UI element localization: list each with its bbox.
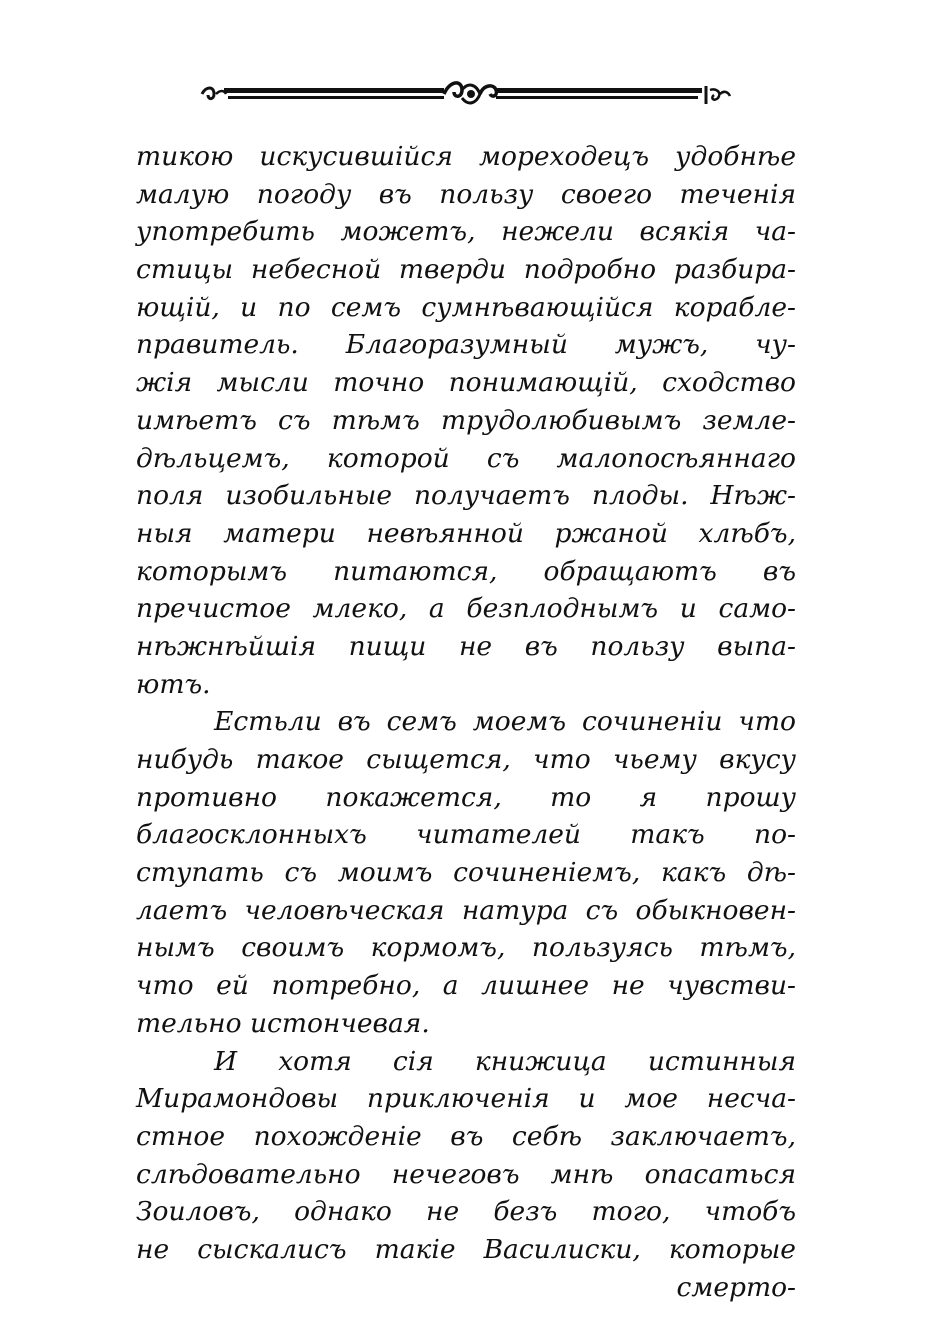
- text-line: тельно истончевая.: [136, 1007, 430, 1039]
- text-line: жія мысли точно понимающій, сходство: [136, 367, 796, 399]
- text-line: пречистое млеко, а безплоднымъ и само-: [136, 593, 796, 625]
- text-line: имѣетъ съ тѣмъ трудолюбивымъ земле-: [136, 404, 796, 436]
- text-line: И хотя сія книжица истинныя: [214, 1045, 796, 1077]
- text-line: стицы небесной тверди подробно разбира-: [136, 254, 796, 286]
- text-line: не сыскалисъ такіе Василиски, которые: [136, 1233, 796, 1265]
- text-line: нѣжнѣйшія пищи не въ пользу выпа-: [136, 630, 796, 662]
- text-line: ющій, и по семъ сумнѣвающійся корабле-: [136, 291, 796, 323]
- text-line: ступать съ моимъ сочиненіемъ, какъ дѣ-: [136, 857, 796, 889]
- text-line: правитель. Благоразумный мужъ, чу-: [136, 329, 796, 361]
- text-line: противно покажется, то я прошу: [136, 781, 796, 813]
- catchword: смерто-: [676, 1271, 796, 1303]
- text-line: которымъ питаются, обращаютъ въ: [136, 555, 796, 587]
- text-line: дѣльцемъ, которой съ малопосѣяннаго: [136, 442, 796, 474]
- ornamental-header-rule: [200, 76, 732, 112]
- text-line: поля изобильные получаетъ плоды. Нѣж-: [136, 480, 796, 512]
- text-line: стное похожденіе въ себѣ заключаетъ,: [136, 1120, 796, 1152]
- text-line: нымъ своимъ кормомъ, пользуясь тѣмъ,: [136, 932, 796, 964]
- text-line: тикою искусившійся мореходецъ удобнѣе: [136, 141, 796, 172]
- text-line: слѣдовательно нечеговъ мнѣ опасаться: [136, 1158, 796, 1190]
- text-line: благосклонныхъ читателей такъ по-: [136, 819, 796, 851]
- text-line: нибудь такое сыщется, что чьему вкусу: [136, 744, 796, 775]
- text-line: ныя матери невѣянной ржаной хлѣбъ,: [136, 517, 796, 549]
- text-line: лаетъ человѣческая натура съ обыкновен-: [136, 894, 796, 926]
- text-line: Мирамондовы приключенія и мое несча-: [136, 1083, 796, 1115]
- body-text: [136, 138, 796, 1306]
- text-line: Естьли въ семъ моемъ сочиненіи что: [214, 706, 796, 738]
- text-line: Зоиловъ, однако не безъ того, чтобъ: [136, 1196, 796, 1228]
- text-line: малую погоду въ пользу своего теченія: [136, 178, 796, 210]
- text-line: что ей потребно, а лишнее не чувстви-: [136, 970, 796, 1002]
- text-line: употребить можетъ, нежели всякія ча-: [136, 216, 796, 248]
- text-line: ютъ.: [136, 668, 211, 700]
